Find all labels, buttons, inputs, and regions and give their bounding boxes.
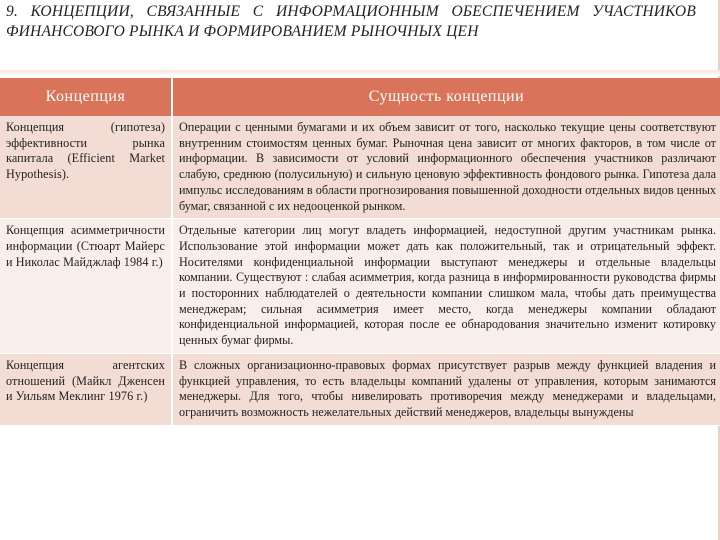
table-row	[0, 219, 720, 354]
column-header-essence: Сущность концепции	[172, 78, 720, 116]
essence-cell: В сложных организационно-правовых формах присутствует разрыв между функцией владения и функцией управления, то есть владельцы компаний удалены от управления, которым занимаются менеджеры. Для того, чтобы нивелировать противоречия между менеджерами и владельцами, ограничить возможность нежелательных действий менеджеров, владельцы вынуждены	[172, 353, 720, 425]
concepts-table	[0, 78, 720, 426]
title-divider	[0, 70, 720, 76]
table-row	[0, 116, 720, 219]
page-title: 9. КОНЦЕПЦИИ, СВЯЗАННЫЕ С ИНФОРМАЦИОННЫМ ОБЕСПЕЧЕНИЕМ УЧАСТНИКОВ ФИНАНСОВОГО РЫНКА И ФОРМИРОВАНИЕМ РЫНОЧНЫХ ЦЕН	[6, 3, 696, 40]
concept-cell: Концепция (гипотеза) эффективности рынка капитала (Efficient Market Hypothesis).	[0, 116, 172, 219]
column-header-concept: Концепция	[0, 78, 172, 116]
concept-cell: Концепция асимметричности информации (Стюарт Майерс и Николас Майджлаф 1984 г.)	[0, 219, 172, 354]
concept-cell: Концепция агентских отношений (Майкл Дженсен и Уильям Меклинг 1976 г.)	[0, 353, 172, 425]
table-row	[0, 353, 720, 425]
essence-cell: Отдельные категории лиц могут владеть информацией, недоступной другим участникам рынка. Использование этой информации может дать как положительный, так и отрицательный эффект. Носителями конфиденциальной информации выступают менеджеры и отдельные владельцы компании. Существуют : слабая асимметрия, когда разница в информированности руководства фирмы и посторонних наблюдателей о деятельности компании слишком мала, чтобы дать преимущества менеджерам; сильная асимметрия имеет место, когда менеджеры компании обладают конфиденциальной информацией, которая после ее обнародования значительно изменит котировку ценных бумаг фирмы.	[172, 219, 720, 354]
table-header-row	[0, 78, 720, 116]
essence-cell: Операции с ценными бумагами и их объем зависит от того, насколько текущие цены соответствуют внутренним стоимостям ценных бумаг. Рыночная цена зависит от многих факторов, в том числе от информации. В зависимости от условий информационного обеспечения участников различают слабую, среднюю (полусильную) и сильную ценовую эффективность фондового рынка. Гипотеза дала импульс исследованиям в области прогнозирования повышенной доходности отдельных видов ценных бумаг, связанной с их недооценкой рынком.	[172, 116, 720, 219]
